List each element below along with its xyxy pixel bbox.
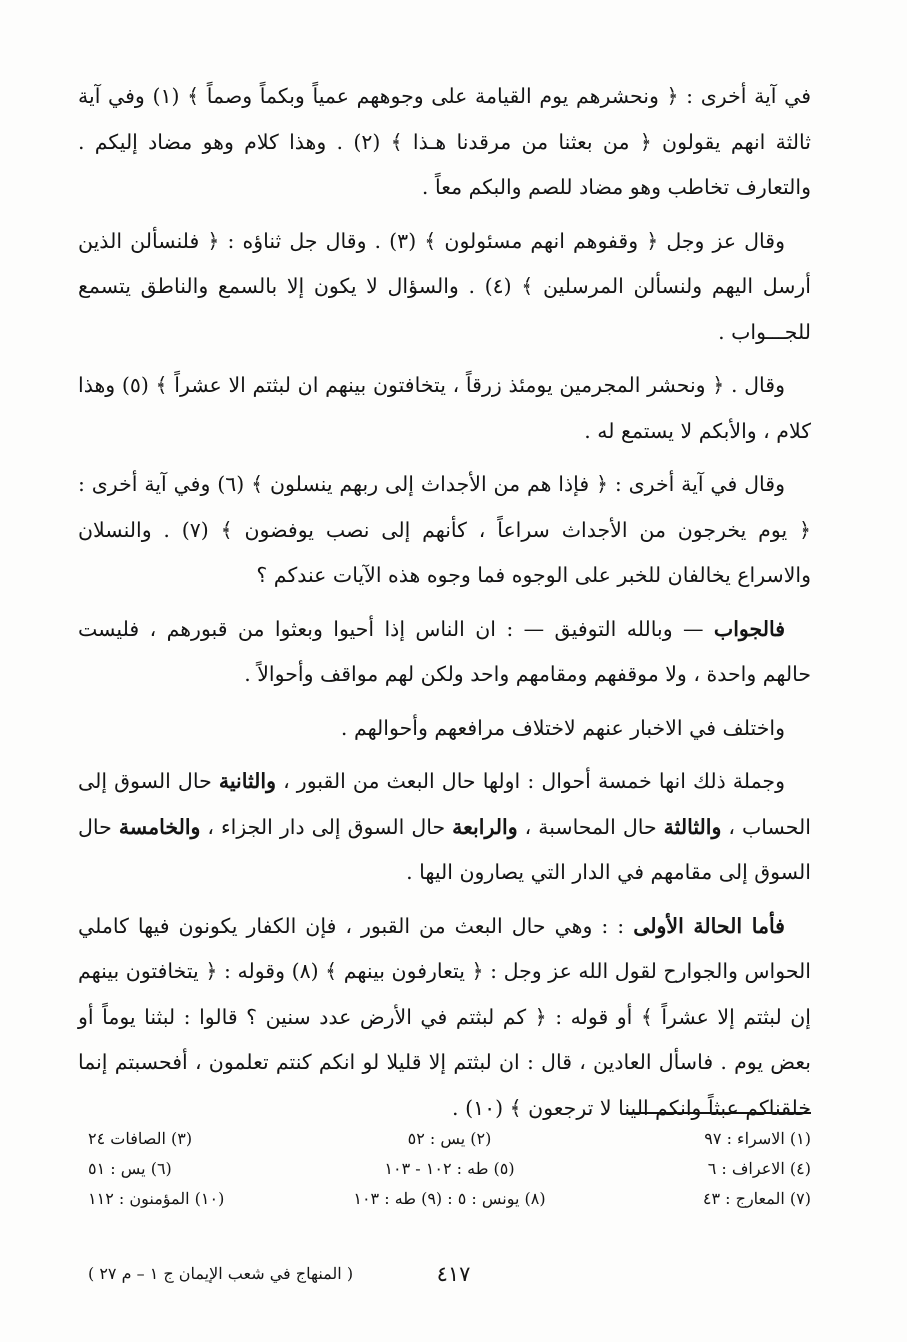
footnote: (٨) يونس : ٥ : (٩) طه : ١٠٣ [353,1189,546,1208]
paragraph [78,219,811,356]
footnote: (٥) طه : ١٠٢ - ١٠٣ [384,1159,515,1178]
paragraph [78,74,811,211]
paragraph-text: حال السوق إلى مقامهم في الدار التي يصارون اليها . [78,814,811,884]
paragraph [78,462,811,599]
paragraph [78,904,811,1132]
paragraph-text: حال المحاسبة ، [517,814,664,839]
paragraph [78,363,811,454]
paragraph-text: : : وهي حال البعث من القبور ، فإن الكفار يكونون فيها كاملي الحواس والجوارح لقول الله عز وجل : ﴿ يتعارفون بينهم ﴾ (٨) وقوله : ﴿ يتخافتون بينهم إن لبثتم إلا عشراً ﴾ أو قوله : ﴿ كم لبثتم في الأرض عدد سنين ؟ قالوا : لبثنا يوماً أو بعض يوم . فاسأل العادين ، قال : ان لبثتم إلا قليلا لو انكم كنتم تعلمون ، أفحسبتم إنما خلقناكم عبثاً وانكم الينا لا ترجعون ﴾ (١٠) . [78,913,811,1120]
paragraph [78,706,811,752]
footnote-row [88,1124,811,1154]
paragraph-text: في آية أخرى : ﴿ ونحشرهم يوم القيامة على وجوههم عمياً وبكماً وصماً ﴾ (١) وفي آية ثالثة انهم يقولون ﴿ من بعثنا من مرقدنا هـذا ﴾ (٢) . وهذا كلام وهو مضاد إليكم . والتعارف تخاطب وهو مضاد للصم والبكم معاً . [78,84,811,199]
paragraph-text: وقال عز وجل ﴿ وقفوهم انهم مسئولون ﴾ (٣) . وقال جل ثناؤه : ﴿ فلنسألن الذين أرسل اليهم ولنسألن المرسلين ﴾ (٤) . والسؤال لا يكون إلا بالسمع والناطق يتسمع للجـــواب . [78,228,811,344]
bold-term: والثالثة [663,814,722,839]
paragraph-text: حال السوق إلى دار الجزاء ، [200,814,453,839]
footnote: (١) الاسراء : ٩٧ [704,1129,811,1148]
paragraph-text: وجملة ذلك انها خمسة أحوال : اولها حال البعث من القبور ، [276,769,785,793]
footnote-separator [627,1112,811,1114]
page-number: ٤١٧ [436,1262,471,1286]
footnote: (٣) الصافات ٢٤ [88,1129,193,1148]
bold-term: والرابعة [452,814,518,839]
paragraph [78,759,811,896]
bold-term: والخامسة [118,814,201,839]
body-text [78,74,811,1139]
paragraph-text: وقال . ﴿ ونحشر المجرمين يومئذ زرقاً ، يتخافتون بينهم ان لبثتم الا عشراً ﴾ (٥) وهذا كلام ، والأبكم لا يستمع له . [78,373,811,443]
paragraph-text: — وبالله التوفيق — : ان الناس إذا أحيوا وبعثوا من قبورهم ، فليست حالهم واحدة ، ولا موقفهم ومقامهم واحد ولكن لهم مواقف وأحوالاً . [78,616,811,686]
paragraph [78,607,811,698]
paragraph-text: وقال في آية أخرى : ﴿ فإذا هم من الأجداث إلى ربهم ينسلون ﴾ (٦) وفي آية أخرى : ﴿ يوم يخرجون من الأجداث سراعاً ، كأنهم إلى نصب يوفضون ﴾ (٧) . والنسلان والاسراع يخالفان للخبر على الوجوه فما وجوه هذه الآيات عندكم ؟ [78,472,811,587]
footnote-row [88,1184,811,1214]
bold-term: والثانية [218,769,276,793]
bold-term: فأما الحالة الأولى [633,913,785,938]
bold-term: فالجواب [713,616,785,641]
paragraph-text: واختلف في الاخبار عنهم لاختلاف مرافعهم وأحوالهم . [340,715,785,740]
paragraph-text: حال السوق إلى الحساب ، [78,769,811,839]
footnote: (٤) الاعراف : ٦ [707,1159,811,1178]
footnote: (٢) يس : ٥٢ [407,1129,492,1148]
footnotes [88,1124,811,1214]
footnote: (١٠) المؤمنون : ١١٢ [88,1189,225,1208]
footnote: (٦) يس : ٥١ [88,1159,172,1178]
footnote-row [88,1154,811,1184]
footnote: (٧) المعارج : ٤٣ [702,1189,811,1208]
running-footer: ( المنهاج في شعب الإيمان ج ١ – م ٢٧ ) [88,1264,354,1283]
